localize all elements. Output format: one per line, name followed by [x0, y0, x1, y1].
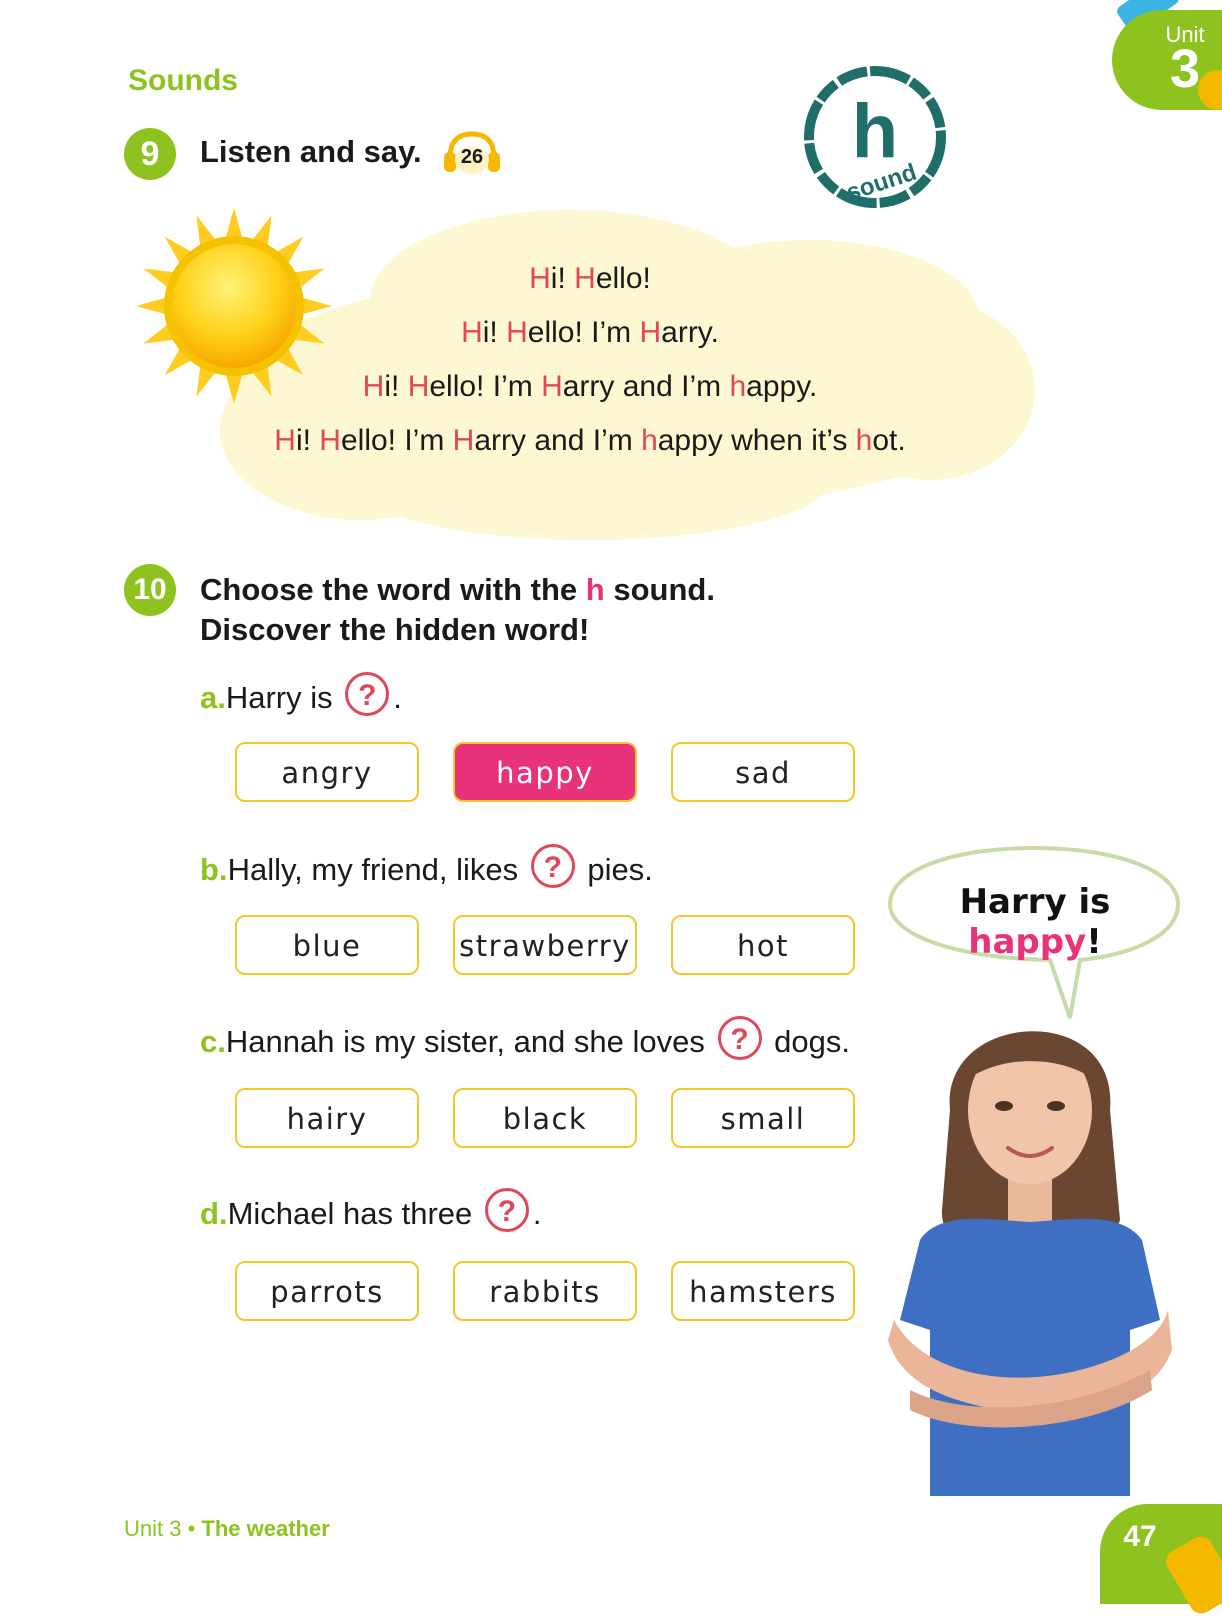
footer-unit-title: The weather	[201, 1516, 330, 1541]
poem-text: i!	[384, 370, 408, 403]
question-text-end: .	[393, 680, 402, 716]
question-text: Harry is	[225, 680, 342, 716]
question-c	[200, 1022, 850, 1066]
h-letter-highlight: h	[729, 370, 747, 403]
option-button-parrots[interactable]: parrots	[235, 1261, 419, 1321]
audio-track-number: 26	[460, 146, 484, 168]
h-letter-highlight: H	[319, 424, 341, 457]
h-letter-highlight: H	[506, 316, 528, 349]
question-mark-icon: ?	[345, 672, 389, 716]
h-letter-highlight: h	[641, 424, 658, 457]
question-text-end: dogs.	[765, 1024, 850, 1060]
h-letter-highlight: H	[452, 424, 475, 457]
poem-line	[220, 424, 960, 458]
exercise-instruction-line2: Discover the hidden word!	[200, 612, 590, 647]
poem-text: ello!	[595, 262, 651, 295]
poem-text: i!	[295, 424, 320, 457]
question-a	[200, 678, 402, 722]
footer-unit	[124, 1516, 330, 1542]
h-letter-highlight: H	[541, 370, 563, 403]
question-mark-icon: ?	[531, 844, 575, 888]
instruction-text: sound.	[604, 572, 715, 607]
option-button-rabbits[interactable]: rabbits	[453, 1261, 637, 1321]
poem-text: ello! I’m	[429, 370, 542, 403]
poem-text: ello! I’m	[527, 316, 640, 349]
stamp-letter: h	[851, 89, 899, 174]
option-button-black[interactable]: black	[453, 1088, 637, 1148]
question-mark-icon: ?	[718, 1016, 762, 1060]
question-letter: c.	[200, 1024, 226, 1060]
option-button-hairy[interactable]: hairy	[235, 1088, 419, 1148]
poem-text: ello! I’m	[340, 424, 453, 457]
poem-text: arry and I’m	[474, 424, 642, 457]
question-d	[200, 1194, 542, 1238]
h-letter-highlight: H	[461, 316, 483, 349]
h-letter-highlight: H	[362, 370, 385, 403]
h-letter-highlight: H	[274, 424, 296, 457]
girl-photo	[880, 990, 1180, 1496]
question-letter: b.	[200, 852, 228, 888]
option-button-happy[interactable]: happy	[453, 742, 637, 802]
page-number: 47	[1123, 1520, 1157, 1553]
exercise-instruction: Listen and say.	[200, 134, 422, 169]
h-letter-highlight: h	[855, 424, 873, 457]
exercise-number-badge: 9	[124, 128, 176, 180]
instruction-text: Choose the word with the	[200, 572, 586, 607]
audio-track-button[interactable]	[442, 128, 502, 176]
unit-number: 3	[1169, 39, 1201, 99]
bubble-text-highlight: happy	[968, 922, 1087, 962]
h-letter-highlight: H	[574, 262, 596, 295]
speech-bubble-text	[905, 882, 1165, 962]
option-button-hot[interactable]: hot	[671, 915, 855, 975]
poem-text: arry and I’m	[562, 370, 730, 403]
poem-text: arry.	[661, 316, 719, 349]
poem-text: i!	[550, 262, 575, 295]
bubble-text-start: Harry is	[959, 882, 1111, 922]
poem-text: appy.	[746, 370, 818, 403]
question-text-end: .	[532, 1196, 542, 1232]
section-title: Sounds	[128, 64, 238, 97]
h-sound-stamp	[800, 62, 950, 212]
poem-line	[220, 316, 960, 350]
unit-label: Unit	[1165, 22, 1205, 47]
footer-unit-label: Unit 3 •	[124, 1516, 202, 1541]
poem-text: ot.	[872, 424, 906, 457]
question-text-end: pies.	[578, 852, 653, 888]
question-letter: a.	[200, 680, 226, 716]
h-letter-highlight: H	[407, 370, 430, 403]
poem-text: i!	[482, 316, 507, 349]
option-button-hamsters[interactable]: hamsters	[671, 1261, 855, 1321]
stamp-word: sound	[843, 158, 920, 207]
question-text: Hally, my friend, likes	[227, 852, 527, 888]
h-letter-highlight: H	[639, 316, 662, 349]
option-button-angry[interactable]: angry	[235, 742, 419, 802]
poem-line	[220, 262, 960, 296]
question-letter: d.	[200, 1196, 228, 1232]
bubble-text-end: !	[1086, 922, 1102, 962]
exercise-number-badge: 10	[124, 564, 176, 616]
question-b	[200, 850, 653, 894]
option-button-strawberry[interactable]: strawberry	[453, 915, 637, 975]
option-button-small[interactable]: small	[671, 1088, 855, 1148]
question-mark-icon: ?	[485, 1188, 529, 1232]
exercise-instruction	[200, 572, 715, 608]
poem-text: appy when it’s	[657, 424, 856, 457]
option-button-blue[interactable]: blue	[235, 915, 419, 975]
question-text: Michael has three	[227, 1196, 481, 1232]
option-button-sad[interactable]: sad	[671, 742, 855, 802]
poem-line	[220, 370, 960, 404]
h-letter-highlight: H	[529, 262, 551, 295]
instruction-highlight-letter: h	[585, 572, 605, 607]
question-text: Hannah is my sister, and she loves	[225, 1024, 714, 1060]
